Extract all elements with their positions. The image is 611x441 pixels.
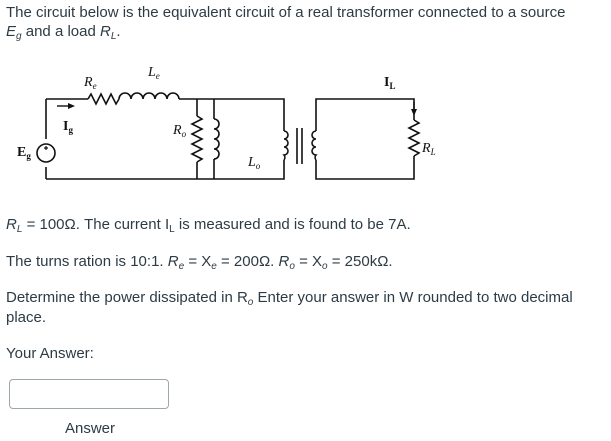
label-eg: $E_g$ (17, 145, 31, 161)
question-intro-line2 (6, 22, 121, 42)
rl-resistor (409, 120, 419, 156)
question-determine (6, 288, 596, 328)
re-symbol: R (167, 253, 179, 270)
turns-ratio-text: The turns ration is 10:1. (6, 253, 168, 270)
ro-resistor (192, 116, 202, 162)
le-inductor (119, 93, 179, 99)
ig-arrow-icon (57, 103, 75, 109)
label-rl: $R_L$ (422, 141, 436, 157)
question-intro-line1: The circuit below is the equivalent circuit of a real transformer connected to a source (6, 4, 566, 21)
transformer-secondary (312, 131, 316, 160)
rl-symbol-2: R (6, 216, 17, 233)
lo-inductor (214, 119, 219, 159)
rl-subscript-2: L (16, 224, 23, 235)
your-answer-label: Your Answer: (6, 345, 94, 362)
label-le: $L_e$ (148, 65, 160, 81)
label-il: $I_L$ (384, 75, 396, 91)
eg-subscript: g (16, 31, 22, 42)
answer-button[interactable]: Answer (65, 420, 116, 437)
label-ro: $R_o$ (173, 123, 187, 139)
transformer-primary (284, 131, 288, 160)
label-re: $R_e$ (84, 75, 97, 91)
re-subscript: e (178, 261, 185, 272)
ro-symbol: R (278, 253, 290, 270)
label-lo: $L_o$ (248, 155, 261, 171)
determine-tail: Enter your answer in W rounded to two decimal place. (6, 289, 573, 326)
eq1-value: = 200Ω. (216, 253, 279, 270)
question-load-line (6, 215, 411, 235)
label-ig: $I_g$ (63, 119, 73, 135)
eq2-text: = X (294, 253, 323, 270)
ro-subscript: o (289, 261, 295, 272)
xe-subscript: e (211, 261, 217, 272)
transformer-core (297, 128, 302, 164)
eg-symbol: E (6, 23, 17, 40)
eq1-text: = X (184, 253, 212, 270)
il-subscript: L (169, 224, 175, 235)
answer-input[interactable] (9, 379, 169, 409)
rl-subscript: L (110, 31, 117, 42)
rl-symbol: R (99, 23, 111, 40)
re-resistor (88, 94, 119, 104)
il-arrow-icon (411, 102, 417, 116)
xo-subscript: o (322, 261, 328, 272)
eq2-value: = 250kΩ. (327, 253, 393, 270)
intro-and-load: and a load (21, 23, 100, 40)
intro-period: . (116, 23, 121, 40)
question-turns-line (6, 252, 393, 272)
il-measured-text: is measured and is found to be 7A. (174, 216, 411, 233)
transformer-equivalent-circuit (0, 58, 611, 208)
wire-secondary-loop (316, 99, 414, 179)
rl-value-text: = 100Ω. The current I (22, 216, 170, 233)
determine-text: Determine the power dissipated in R (6, 289, 248, 306)
ro-subscript-2: o (247, 297, 254, 308)
